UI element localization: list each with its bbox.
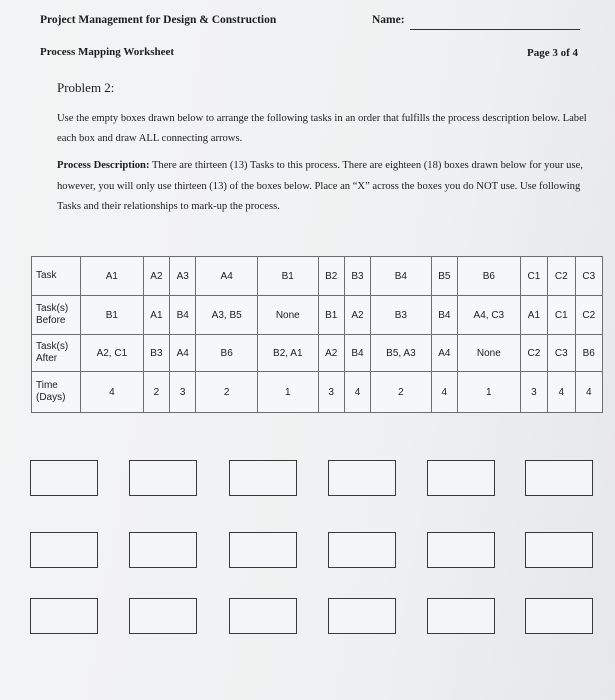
before-cell: B1 [318,296,344,335]
empty-task-box[interactable] [30,532,98,568]
row-label-after: Task(s) After [32,335,81,372]
after-cell: B2, A1 [258,335,319,372]
row-label-task: Task [32,257,81,296]
before-cell: A1 [520,296,547,335]
after-cell: A2, C1 [81,335,144,372]
before-cell: B4 [170,296,196,335]
process-description-text: There are thirteen (13) Tasks to this process. There are eighteen (18) boxes drawn below for your use, however, you will only use thirteen (13) of the boxes below. Place an “X” across the boxes you do NOT use. Use following Tasks and their relationships to mark-up the process. [57,160,583,212]
task-cell: C2 [548,257,575,296]
after-cell: A4 [431,335,457,372]
row-label-before: Task(s) Before [32,296,81,335]
before-row [32,296,603,335]
after-cell: B3 [143,335,169,372]
empty-task-box[interactable] [30,598,98,634]
after-cell: B5, A3 [371,335,432,372]
empty-task-box[interactable] [229,598,297,634]
before-cell: B3 [371,296,432,335]
after-cell: B6 [196,335,258,372]
empty-task-box[interactable] [328,460,396,496]
before-cell: C2 [575,296,602,335]
before-cell: B1 [81,296,144,335]
empty-task-box[interactable] [525,532,593,568]
empty-task-box[interactable] [229,460,297,496]
empty-task-box[interactable] [129,598,197,634]
name-blank-line[interactable] [410,29,580,30]
time-cell: 3 [520,372,547,413]
before-cell: A2 [344,296,370,335]
process-description-label: Process Description: [57,160,150,171]
time-cell: 4 [344,372,370,413]
task-cell: B6 [457,257,520,296]
task-row [32,257,603,296]
after-cell: A2 [318,335,344,372]
time-cell: 2 [371,372,432,413]
time-row [32,372,603,413]
task-cell: B3 [344,257,370,296]
time-cell: 4 [548,372,575,413]
task-cell: A4 [196,257,258,296]
after-cell: None [457,335,520,372]
page-number: Page 3 of 4 [527,47,579,59]
before-cell: A1 [143,296,169,335]
empty-task-box[interactable] [229,532,297,568]
task-cell: B2 [318,257,344,296]
task-cell: A2 [143,257,169,296]
instructions-paragraph: Use the empty boxes drawn below to arrange the following tasks in an order that fulfills the process description below. Label each box and draw ALL connecting arrows. [57,113,587,144]
before-cell: A3, B5 [196,296,258,335]
time-cell: 3 [170,372,196,413]
course-title: Project Management for Design & Construction [40,14,277,26]
time-cell: 1 [457,372,520,413]
after-cell: A4 [170,335,196,372]
task-cell: B5 [431,257,457,296]
empty-task-box[interactable] [30,460,98,496]
after-cell: B4 [344,335,370,372]
time-cell: 1 [258,372,319,413]
empty-task-box[interactable] [427,460,495,496]
empty-task-box[interactable] [328,532,396,568]
time-cell: 2 [143,372,169,413]
before-cell: A4, C3 [457,296,520,335]
problem-heading: Problem 2: [57,80,115,95]
time-cell: 4 [81,372,144,413]
after-cell: B6 [575,335,602,372]
empty-task-box[interactable] [525,460,593,496]
empty-task-box[interactable] [427,598,495,634]
after-cell: C2 [520,335,547,372]
task-cell: B4 [371,257,432,296]
before-cell: B4 [431,296,457,335]
process-description-paragraph [57,156,602,218]
worksheet-title: Process Mapping Worksheet [40,46,175,58]
task-cell: C1 [520,257,547,296]
empty-task-box[interactable] [328,598,396,634]
empty-task-box[interactable] [427,532,495,568]
after-row [32,335,603,372]
time-cell: 4 [575,372,602,413]
time-cell: 4 [431,372,457,413]
name-label: Name: [372,14,405,26]
after-cell: C3 [548,335,575,372]
task-cell: B1 [258,257,319,296]
before-cell: None [258,296,319,335]
task-relationship-table [31,256,603,413]
time-cell: 2 [196,372,258,413]
time-cell: 3 [318,372,344,413]
before-cell: C1 [548,296,575,335]
empty-task-box[interactable] [129,460,197,496]
task-cell: C3 [575,257,602,296]
row-label-time: Time (Days) [32,372,81,413]
task-cell: A3 [170,257,196,296]
empty-task-box[interactable] [129,532,197,568]
empty-task-box[interactable] [525,598,593,634]
task-cell: A1 [81,257,144,296]
